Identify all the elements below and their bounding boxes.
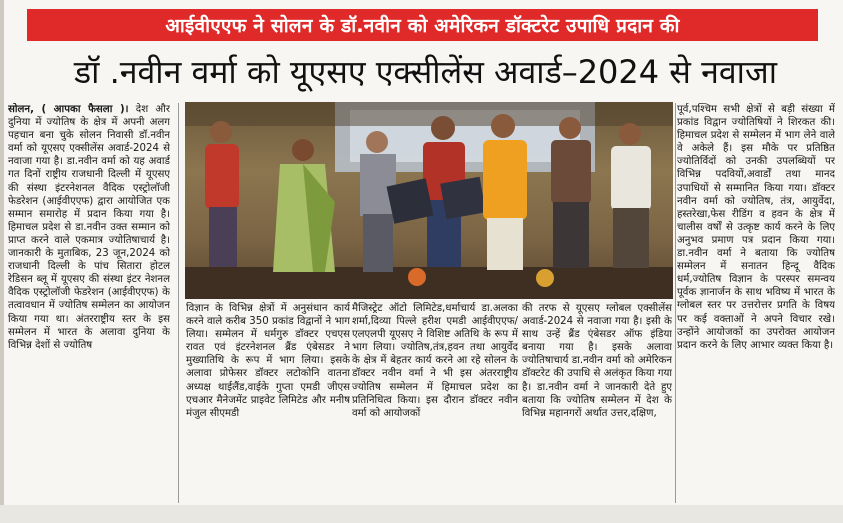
article-column-4: की तरफ से यूएसए ग्लोबल एक्सीलेंस अवार्ड-2024 से नवाजा गया है। इसी के साथ उन्हें ब्रैंड एंबेसडर ऑफ इंडिया बनाया गया है। इसके अलावा ज्योतिषाचार्य डा.नवीन वर्मा को अमेरिकन डॉक्टरेट की उपाधि से अलंकृत किया गया है। डा.नवीन वर्मा ने जानकारी देते हुए बताया कि ज्योतिष सम्मेलन में देश के विभिन्न महानगरों अर्थात उत्तर,दक्षिण,: [522, 303, 672, 419]
award-ceremony-photo: [185, 102, 673, 299]
photo-illustration: [185, 102, 673, 299]
column-divider: [178, 103, 179, 503]
article-column-1: [8, 103, 170, 503]
article-column-2: विज्ञान के विभिन्न क्षेत्रों में अनुसंधान कार्य करने वाले करीब 350 प्रकांड विद्वानों ने भाग लिया। सम्मेलन में धर्मगुरु डॉक्टर एचएस रावत एवं इंटरनेशनल ब्रैंड एंबेसडर ने मुख्यातिथि के रूप में भाग लिया। इसके अलावा प्रोफेसर डॉक्टर लटोकोनि वातना अध्यक्ष थाईलैंड,वाईके गुप्ता एमडी जीएस एचआर मैनेजमेंट प्राइवेट लिमिटेड और मनीष मंजुल सीएमडी: [186, 303, 350, 419]
page-edge: [0, 0, 4, 523]
page-bottom-margin: [0, 505, 843, 523]
article-column-3: मैजिस्ट्रेट ऑटो लिमिटेड,धर्माचार्य डा.अलका शर्मा,दिव्या पिल्ले हरीश एमडी आईवीएएफ/एलएलपी यूएसए ने विशिष्ट अतिथि के रूप में भाग लिया। ज्योतिष,तंत्र,हवन तथा आयुर्वेद के क्षेत्र में बेहतर कार्य करने आ रहे सोलन के डॉक्टर नवीन वर्मा ने भी इस अंतरराष्ट्रीय ज्योतिष सम्मेलन में हिमाचल प्रदेश का प्रतिनिधित्व किया। इस दौरान डॉक्टर नवीन वर्मा को आयोजकों: [352, 303, 518, 419]
banner-text: आईवीएएफ ने सोलन के डॉ.नवीन को अमेरिकन डॉक्टरेट उपाधि प्रदान की: [165, 15, 680, 37]
red-banner: [27, 9, 818, 41]
headline: डॉ .नवीन वर्मा को यूएसए एक्सीलेंस अवार्ड–2024 से नवाजा: [73, 53, 777, 91]
dateline: सोलन, ( आपका फैसला )।: [8, 104, 129, 115]
article-column-5: पूर्व,पश्चिम सभी क्षेत्रों से बड़ी संख्या में प्रकांड विद्वान ज्योतिषियों ने शिरकत की। हिमाचल प्रदेश से सम्मेलन में भाग लेने वाले वे अकेले हैं। इस मौके पर प्रतिष्ठित ज्योतिर्विदों को उनकी उपलब्धियों पर विभिन्न पदवियों,अवार्डों तथा मानद उपाधियों से सम्मानित किया गया। डॉक्टर नवीन वर्मा को ज्योतिष, तंत्र, आयुर्वेदा, हस्तरेखा,फेस रीडिंग व हवन के क्षेत्र में चालीस वर्षों से उत्कृष्ट कार्य करने के लिए अनुभव प्रमाण पत्र प्रदान किया गया। डा.नवीन वर्मा ने बताया कि ज्योतिष सम्मेलन में सनातन हिन्दू वैदिक धर्म,ज्योतिष विज्ञान के परस्पर समन्वय पूर्वक ज्ञानार्जन के साथ भविष्य में भारत के ग्लोबल स्तर पर उत्तरोत्तर प्रगति के विषय पर कई वक्ताओं ने अपने विचार रखे। उन्होंने आयोजकों का उपरोक्त आयोजन प्रदान करने के लिए आभार व्यक्त किया है।: [677, 104, 835, 351]
column-divider: [675, 103, 676, 503]
column-1-text: देश और दुनिया में ज्योतिष के क्षेत्र में अपनी अलग पहचान बना चुके सोलन निवासी डॉ.नवीन वर्मा को यूएसए एक्सीलेंस अवार्ड-2024 से नवाजा गया है। डा.नवीन वर्मा को यह अवार्ड गत दिनों राष्ट्रीय राजधानी दिल्ली में यूएसए की संस्था इंटरनेशनल वैदिक एस्ट्रोलॉजी फेडरेशन (आईवीएएफ) द्वारा आयोजित एक सम्मान समारोह में प्रदान किया गया है। हिमाचल प्रदेश से डा.नवीन उक्त सम्मान को प्राप्त करने वाले एकमात्र ज्योतिषाचार्य है। जानकारी के मुताबिक, 23 जून,2024 को राजधानी दिल्ली के पांच सितारा होटल रेडिसन ब्लू में यूएसए की संस्था इंटर नेशनल वैदिक एस्ट्रोलॉजी फेडरेशन (आईवीएएफ) के तत्वावधान में ज्योतिष सम्मेलन का आयोजन किया गया था। अंतरराष्ट्रीय स्तर के इस सम्मेलन में भारत के अलावा दुनिया के विभिन्न देशों से ज्योतिष: [8, 104, 170, 351]
